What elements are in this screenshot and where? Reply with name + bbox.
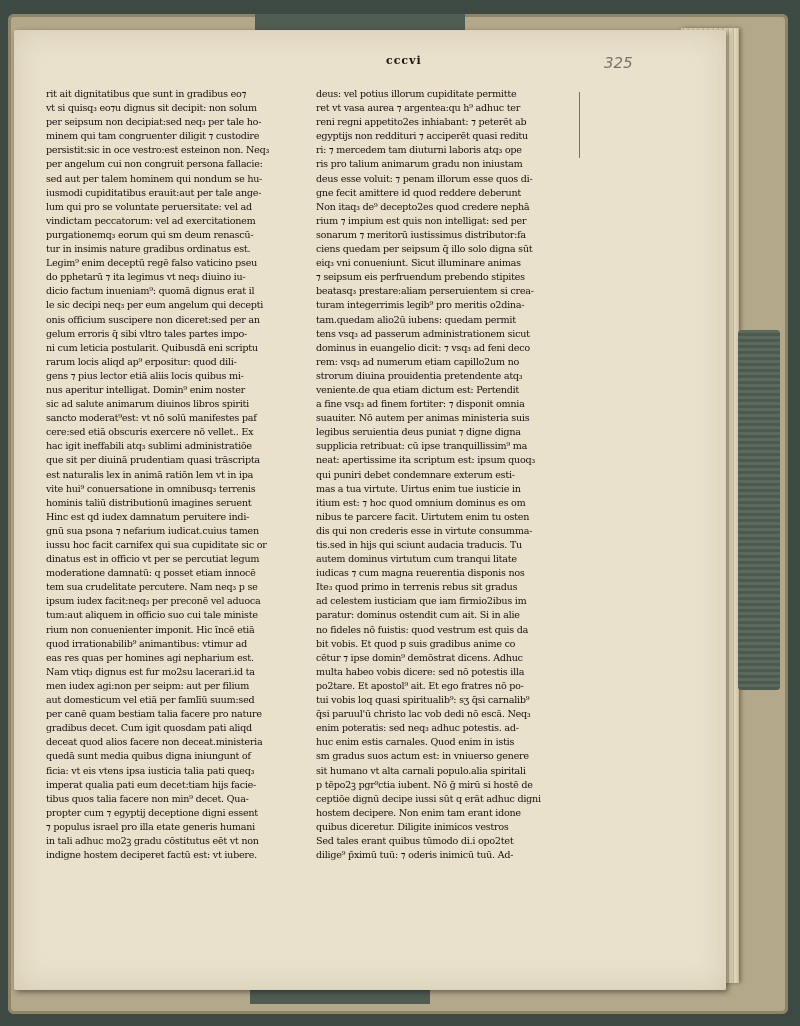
text-line: Non itaq₃ de⁹ decepto2es quod credere nephā <box>316 201 530 213</box>
text-line: suauiter. Nō autem per animas ministeria suis <box>316 413 530 425</box>
green-ribbon-marker <box>738 330 780 690</box>
text-line: egyptijs non reddituri ⁊ acciperēt quasi reditu <box>316 131 528 143</box>
text-line: quod irrationabilib⁹ animantibus: vtimur ad <box>46 638 248 650</box>
text-line: tens vsq₃ ad passerum administrationem sicut <box>316 328 530 340</box>
text-line: tis.sed in hijs qui sciunt audacia traducis. Tu <box>316 540 522 551</box>
text-line: ad celestem iusticiam que iam firmio2ibus im <box>316 596 527 608</box>
text-line: sonarum ⁊ meritorū iustissimus distributor:fa <box>316 229 526 241</box>
text-line: lum qui pro se voluntate peruersitate: vel ad <box>46 201 252 213</box>
text-line: gelum erroris q̄ sibi vltro tales partes impo- <box>46 328 247 340</box>
text-line: neat: apertissime ita scriptum est: ipsum quoq₃ <box>316 455 535 467</box>
text-line: quedā sunt media quibus digna iniungunt of <box>46 751 251 763</box>
text-line: iudicas ⁊ cum magna reuerentia disponis nos <box>316 568 525 580</box>
text-line: onis officium suscipere non diceret:sed per an <box>46 314 260 326</box>
text-line: gne fecit amittere id quod reddere deberunt <box>316 187 521 199</box>
text-line: tui vobis loq quasi spiritualib⁹: sʒ q̄si carnalib⁹ <box>316 695 530 707</box>
text-line: ipsum iudex facit:neq₃ per preconē vel aduoca <box>46 596 261 608</box>
text-line: sic ad salute animarum diuinos libros spiriti <box>46 399 249 411</box>
text-line: ris pro talium animarum gradu non iniustam <box>316 159 523 171</box>
text-line: dinatus est in officio vt per se percutiat legum <box>46 554 260 566</box>
text-line: aut domesticum vel etiā per famlīū suum:sed <box>46 695 255 707</box>
text-line: rium non conuenienter imponit. Hic īncē etiā <box>46 624 255 636</box>
text-line: in tali adhuc mo2ꝫ gradu cōstitutus eēt vt non <box>46 835 259 847</box>
text-line: reni regni appetito2es inhiabant: ⁊ peterēt ab <box>316 117 527 129</box>
text-line: p tēpo2ꝫ pgr⁹ctia iubent. Nō ḡ mirū si hostē de <box>316 779 533 791</box>
text-line: ficia: vt eis vtens ipsa iusticia talia pati queq₃ <box>46 765 255 777</box>
text-line: est naturalis lex in animā ratiōn lem vt in ipa <box>46 469 254 481</box>
text-line: dilige⁹ p̄ximū tuū: ⁊ oderis inimicū tuū. Ad- <box>316 850 514 862</box>
text-line: vindictam peccatorum: vel ad exercitationem <box>46 215 256 227</box>
text-line: per seipsum non decipiat:sed neq₃ per tale ho- <box>46 117 262 129</box>
text-line: do pphetarū ⁊ ita legimus vt neq₃ diuino iu- <box>46 272 246 284</box>
text-line: ri: ⁊ mercedem tam diuturni laboris atq₃ ope <box>316 145 522 157</box>
text-line: tur in insimis nature gradibus ordinatus est. <box>46 244 251 256</box>
text-line: ni cum leticia postularit. Quibusdā eni scriptu <box>46 342 258 354</box>
text-line: legibus seruientia deus puniat ⁊ digne digna <box>316 427 521 439</box>
text-line: dicio factum inueniam⁹: quomā dignus erat il <box>46 286 255 298</box>
left-text-column <box>46 88 310 863</box>
text-line: que sit per diuinā prudentiam quasi trāscripta <box>46 455 260 467</box>
text-line: ⁊ populus israel pro illa etate generis humani <box>46 821 255 833</box>
pencil-page-number: 325 <box>604 54 633 72</box>
text-line: Sed tales erant quibus tūmodo di.i opo2tet <box>316 835 514 847</box>
text-line: persistit:sic in oce vestro:est esteinon non. Neq₃ <box>46 145 270 157</box>
text-line: ciens quedam per seipsum q̄ illo solo digna sūt <box>316 244 533 256</box>
text-line: a fine vsq₃ ad finem fortiter: ⁊ disponit omnia <box>316 399 525 411</box>
text-line: mas a tua virtute. Uirtus enim tue iusticie in <box>316 483 521 495</box>
text-line: cere:sed etiā obscuris exercere nō vellet.. Ex <box>46 427 254 439</box>
text-line: gens ⁊ pius lector etiā aliis locis quibus mi- <box>46 370 244 382</box>
text-line: moderatione damnatū: q posset etiam innocē <box>46 568 256 580</box>
text-line: autem dominus virtutum cum tranqui litate <box>316 554 517 566</box>
text-line: tum:aut aliquem in officio suo cui tale ministe <box>46 610 258 622</box>
text-line: deus: vel potius illorum cupiditate permitte <box>316 89 517 100</box>
text-line: huc enim estis carnales. Quod enim in istis <box>316 737 515 749</box>
text-line: Hinc est qd iudex damnatum peruitere indi- <box>46 511 250 523</box>
text-line: per angelum cui non congruit persona fallacie: <box>46 159 263 171</box>
text-line: iusmodi cupiditatibus erauit:aut per tale ange- <box>46 187 262 199</box>
text-line: Ite₃ quod primo in terrenis rebus sit gradus <box>316 582 518 594</box>
text-line: no fideles nō fuistis: quod vestrum est quis da <box>316 624 529 636</box>
text-line: vt si quisq₃ eo⁊u dignus sit decipit: non solum <box>46 103 257 115</box>
text-line: sed aut per talem hominem qui nondum se hu- <box>46 173 263 185</box>
text-line: nus aperitur intelligat. Domin⁹ enim noster <box>46 384 246 396</box>
text-line: paratur: dominus ostendit cum ait. Si in alie <box>316 610 520 622</box>
text-line: deceat quod alios facere non deceat.ministeria <box>46 737 263 749</box>
text-line: le sic decipi neq₃ per eum angelum qui decepti <box>46 300 264 312</box>
text-line: gnū sua psona ⁊ nefarium iudicat.cuius tamen <box>46 525 259 537</box>
folio-number: cccvi <box>386 54 422 67</box>
text-line: ⁊ seipsum eis perfruendum prebendo stipites <box>316 272 525 284</box>
text-line: purgationemq₃ eorum qui sm deum renascū- <box>46 229 254 241</box>
text-line: propter cum ⁊ egyptij deceptione digni essent <box>46 807 258 819</box>
text-line: tam.quedam alio2ū iubens: quedam permit <box>316 314 516 326</box>
text-line: itium est: ⁊ hoc quod omnium dominus es om <box>316 497 526 509</box>
margin-bracket-mark <box>573 92 580 158</box>
text-line: sancto moderat⁹est: vt nō solū manifestes paf <box>46 413 257 425</box>
text-line: indigne hostem deciperet factū est: vt iubere. <box>46 850 257 862</box>
text-line: eiq₃ vni conueniunt. Sicut illuminare animas <box>316 258 521 270</box>
text-line: q̄si paruul'ū christo lac vob dedi nō escā. Neq₃ <box>316 709 531 721</box>
text-line: eas res quas per homines agi nepharium est. <box>46 652 254 664</box>
text-line: gradibus decet. Cum igit quosdam pati aliqd <box>46 723 252 735</box>
text-line: men iudex agi:non per seipm: aut per filium <box>46 680 250 692</box>
text-line: per canē quam bestiam talia facere pro nature <box>46 709 262 721</box>
text-line: quibus diceretur. Diligite inimicos vestros <box>316 821 509 833</box>
text-line: rium ⁊ impium est quis non intelligat: sed per <box>316 215 527 227</box>
text-line: iussu hoc facit carnifex qui sua cupiditate sic or <box>46 540 267 551</box>
text-line: strorum diuina prouidentia pretendente atq₃ <box>316 370 523 382</box>
text-line: rarum locis aliqd ap⁹ erpositur: quod dili- <box>46 356 237 368</box>
text-line: Legim⁹ enim deceptū regē falso vaticino pseu <box>46 258 258 270</box>
text-line: minem qui tam congruenter diligit ⁊ custodire <box>46 131 260 143</box>
text-line: Nam vtiq₃ dignus est fur mo2su lacerari.id ta <box>46 666 255 678</box>
text-line: enim poteratis: sed neq₃ adhuc potestis. ad- <box>316 723 519 735</box>
text-line: ret vt vasa aurea ⁊ argentea:qu h⁹ adhuc ter <box>316 103 521 115</box>
text-line: sm gradus suos actum est: in vniuerso genere <box>316 751 529 763</box>
text-line: hostem decipere. Non enim tam erant idone <box>316 807 521 819</box>
text-line: qui puniri debet condemnare exterum esti- <box>316 469 515 481</box>
text-line: vite hui⁹ conuersatione in omnibusq₃ terrenis <box>46 483 256 495</box>
text-line: bit vobis. Et quod p suis gradibus anime co <box>316 638 516 650</box>
text-line: veniente.de qua etiam dictum est: Pertendit <box>316 384 520 396</box>
text-line: imperat qualia pati eum decet:tiam hijs facie- <box>46 779 257 791</box>
text-line: cētur ⁊ ipse domin⁹ demōstrat dicens. Adhuc <box>316 652 523 664</box>
text-line: beatasq₃ prestare:aliam perseruientem si crea- <box>316 286 534 298</box>
text-line: dominus in euangelio dicit: ⁊ vsq₃ ad feni deco <box>316 342 530 354</box>
bottom-binding-strap <box>250 990 430 1004</box>
text-line: rit ait dignitatibus que sunt in gradibus eo⁊ <box>46 89 247 100</box>
text-line: dis qui non crederis esse in virtute consumma- <box>316 525 533 537</box>
text-line: hominis taliū distributionū imagines seruent <box>46 497 252 509</box>
text-line: ceptiōe dignū decipe iussi sūt q erāt adhuc digni <box>316 793 541 805</box>
text-line: tibus quos talia facere non min⁹ decet. Qua- <box>46 793 249 805</box>
text-line: po2tare. Et apostol⁹ ait. Et ego fratres nō po- <box>316 680 524 692</box>
text-line: rem: vsq₃ ad numerum etiam capillo2um no <box>316 356 520 368</box>
text-line: tem sua crudelitate percutere. Nam neq₃ p se <box>46 582 258 594</box>
text-line: supplicia retribuat: cū ipse tranquillissim⁹ ma <box>316 441 528 453</box>
text-line: sit humano vt alta carnali populo.alia spiritali <box>316 765 526 777</box>
text-line: nibus te parcere facit. Uirtutem enim tu osten <box>316 511 530 523</box>
text-line: multa habeo vobis dicere: sed nō potestis illa <box>316 666 525 678</box>
text-line: hac igit ineffabili atq₃ sublimi administratiōe <box>46 441 252 453</box>
text-line: turam integerrimis legib⁹ pro meritis o2dina- <box>316 300 525 312</box>
right-text-column <box>316 88 584 863</box>
text-line: deus esse voluit: ⁊ penam illorum esse quos di- <box>316 173 533 185</box>
